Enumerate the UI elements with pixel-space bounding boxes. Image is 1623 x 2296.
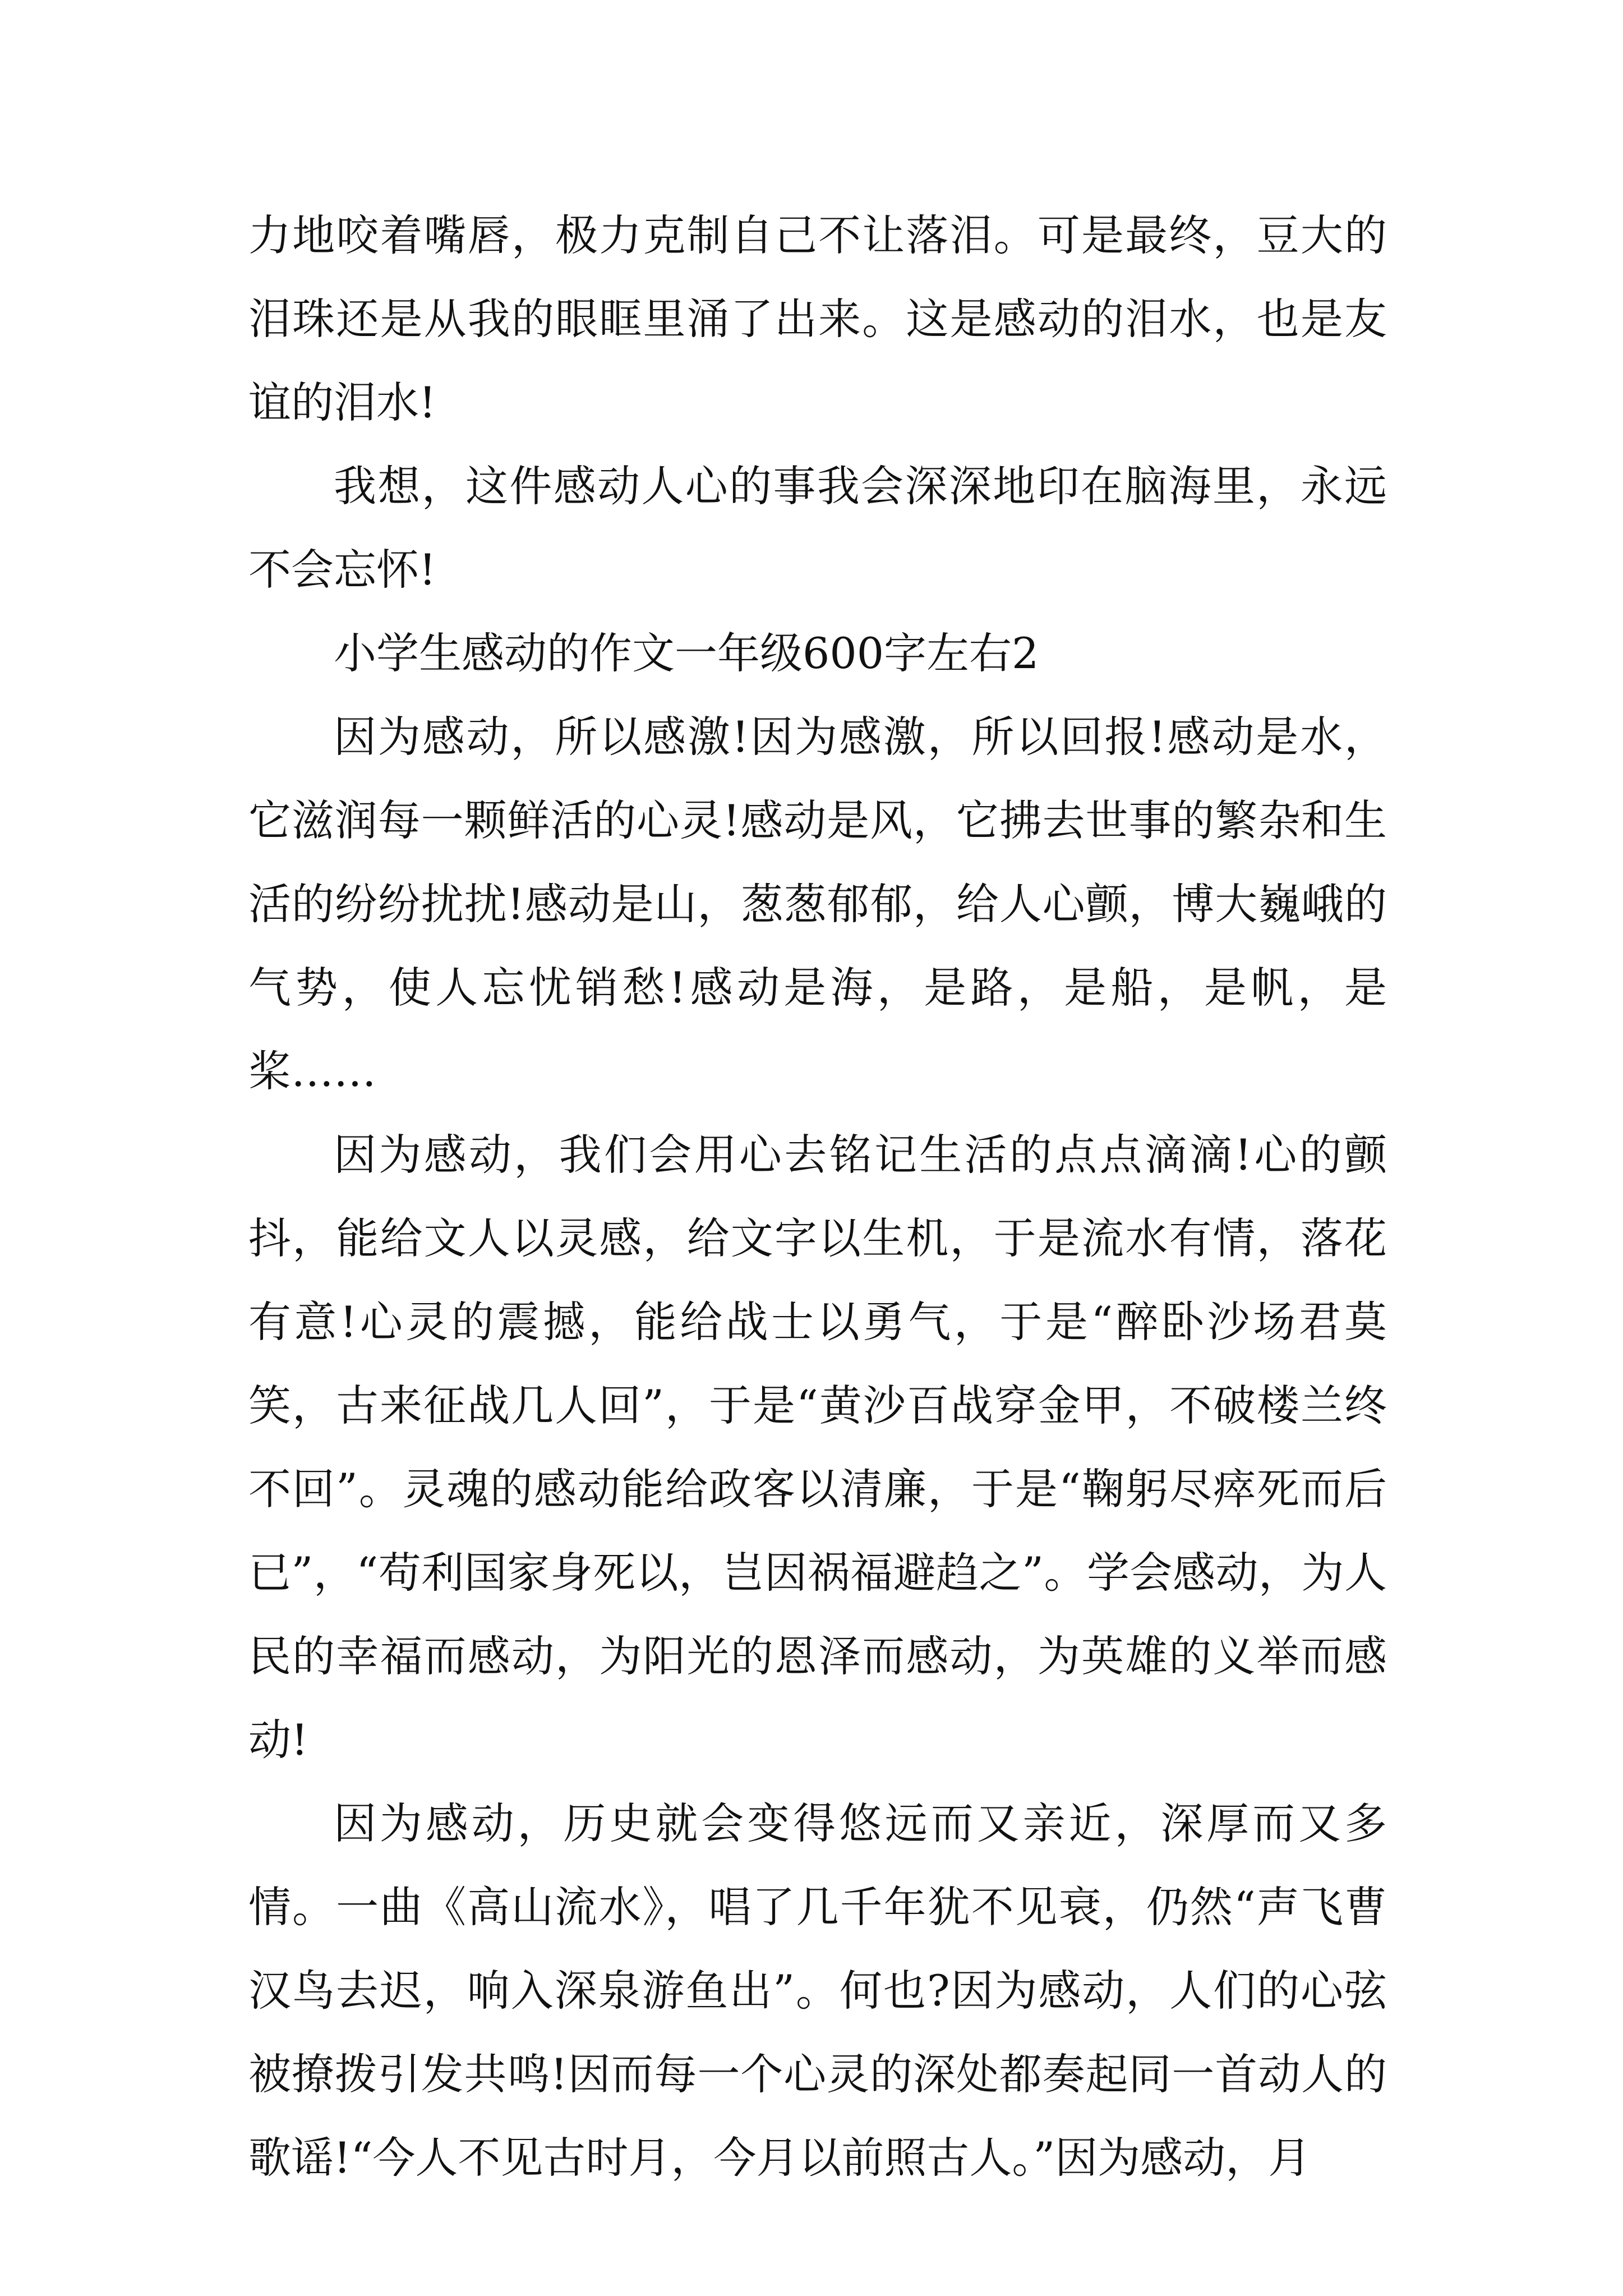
document-page bbox=[248, 194, 1387, 2200]
essay-heading: 小学生感动的作文一年级600字左右2 bbox=[334, 628, 1039, 678]
paragraph-gratitude: 因为感动，所以感激!因为感激，所以回报!感动是水，它滋润每一颗鲜活的心灵!感动是风，它拂去世事的繁杂和生活的纷纷扰扰!感动是山，葱葱郁郁，给人心颤，博大巍峨的气势，使人忘忧销愁!感动是海，是路，是船，是帆，是桨…… bbox=[248, 712, 1387, 1096]
paragraph-memory: 我想，这件感动人心的事我会深深地印在脑海里，永远不会忘怀! bbox=[248, 461, 1387, 595]
paragraph-remember-life: 因为感动，我们会用心去铭记生活的点点滴滴!心的颤抖，能给文人以灵感，给文字以生机，于是流水有情，落花有意!心灵的震撼，能给战士以勇气，于是“醉卧沙场君莫笑，古来征战几人回”，于是“黄沙百战穿金甲，不破楼兰终不回”。灵魂的感动能给政客以清廉，于是“鞠躬尽瘁死而后已”，“苟利国家身死以，岂因祸福避趋之”。学会感动，为人民的幸福而感动，为阳光的恩泽而感动，为英雄的义举而感动! bbox=[248, 1130, 1387, 1765]
paragraph-continuation: 力地咬着嘴唇，极力克制自己不让落泪。可是最终，豆大的泪珠还是从我的眼眶里涌了出来。这是感动的泪水，也是友谊的泪水! bbox=[248, 210, 1387, 427]
paragraph-history: 因为感动，历史就会变得悠远而又亲近，深厚而又多情。一曲《高山流水》，唱了几千年犹不见衰，仍然“声飞曹汉鸟去迟，响入深泉游鱼出”。何也?因为感动，人们的心弦被撩拨引发共鸣!因而每一个心灵的深处都奏起同一首动人的歌谣!“今人不见古时月，今月以前照古人。”因为感动，月 bbox=[248, 1798, 1387, 2183]
